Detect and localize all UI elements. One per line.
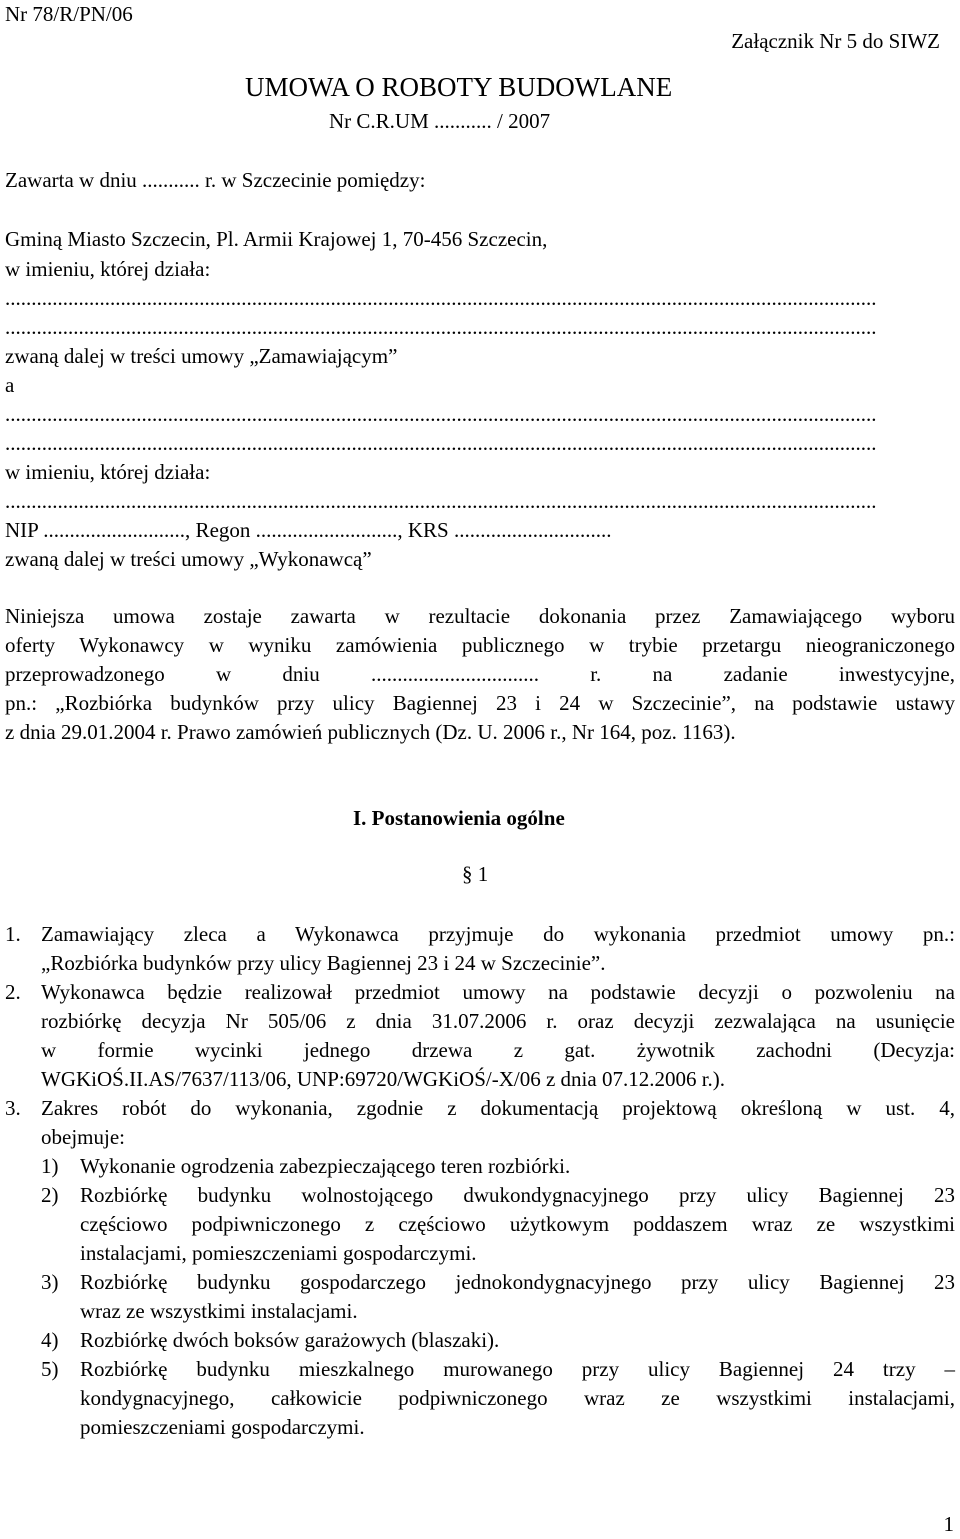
clause-line: obejmuje: <box>41 1125 125 1149</box>
clause-number: 2. <box>5 980 21 1004</box>
client-label-line: zwaną dalej w treści umowy „Zamawiającym” <box>5 344 398 368</box>
blank-line: ...................................................................................................................................................................... <box>5 489 877 513</box>
intro-line: Niniejsza umowa zostaje zawarta w rezultacie dokonania przez Zamawiającego wyboru <box>5 604 955 628</box>
blank-line: ...................................................................................................................................................................... <box>5 286 877 310</box>
scope-item-line: pomieszczeniami gospodarczymi. <box>80 1415 365 1439</box>
section-heading: I. Postanowienia ogólne <box>353 806 565 830</box>
clause-line: Zakres robót do wykonania, zgodnie z dokumentacją projektową określoną w ust. 4, <box>41 1096 955 1120</box>
scope-item-line: Rozbiórkę budynku mieszkalnego murowanego przy ulicy Bagiennej 24 trzy – <box>80 1357 955 1381</box>
identifiers-line: NIP ..........................., Regon ..........................., KRS .............................. <box>5 518 612 542</box>
intro-line: z dnia 29.01.2004 r. Prawo zamówień publicznych (Dz. U. 2006 r., Nr 164, poz. 1163). <box>5 720 736 744</box>
municipality-line: Gminą Miasto Szczecin, Pl. Armii Krajowej 1, 70-456 Szczecin, <box>5 227 548 251</box>
document-number: Nr 78/R/PN/06 <box>5 2 133 26</box>
clause-line: „Rozbiórka budynków przy ulicy Bagiennej 23 i 24 w Szczecinie”. <box>41 951 606 975</box>
scope-item-line: instalacjami, pomieszczeniami gospodarczymi. <box>80 1241 477 1265</box>
represented-by-line: w imieniu, której działa: <box>5 460 211 484</box>
intro-line: pn.: „Rozbiórka budynków przy ulicy Bagiennej 23 i 24 w Szczecinie”, na podstawie ustawy <box>5 691 955 715</box>
contract-number: Nr C.R.UM ........... / 2007 <box>329 109 551 133</box>
blank-line: ...................................................................................................................................................................... <box>5 431 877 455</box>
clause-number: 3. <box>5 1096 21 1120</box>
scope-item-line: Rozbiórkę budynku gospodarczego jednokondygnacyjnego przy ulicy Bagiennej 23 <box>80 1270 955 1294</box>
blank-line: ...................................................................................................................................................................... <box>5 315 877 339</box>
scope-item-number: 1) <box>41 1154 59 1178</box>
scope-item-line: Wykonanie ogrodzenia zabezpieczającego teren rozbiórki. <box>80 1154 571 1178</box>
scope-item-line: Rozbiórkę budynku wolnostojącego dwukondygnacyjnego przy ulicy Bagiennej 23 <box>80 1183 955 1207</box>
contractor-label-line: zwaną dalej w treści umowy „Wykonawcą” <box>5 547 372 571</box>
blank-line: ...................................................................................................................................................................... <box>5 402 877 426</box>
attachment-label: Załącznik Nr 5 do SIWZ <box>731 29 940 53</box>
clause-line: Zamawiający zleca a Wykonawca przyjmuje do wykonania przedmiot umowy pn.: <box>41 922 955 946</box>
scope-item-number: 5) <box>41 1357 59 1381</box>
page-number: 1 <box>943 1512 954 1536</box>
intro-line: oferty Wykonawcy w wyniku zamówienia publicznego w trybie przetargu nieograniczonego <box>5 633 955 657</box>
scope-item-line: Rozbiórkę dwóch boksów garażowych (blaszaki). <box>80 1328 500 1352</box>
intro-line: przeprowadzonego w dniu ................................ r. na zadanie inwestycyjne, <box>5 662 955 686</box>
clause-line: rozbiórkę decyzja Nr 505/06 z dnia 31.07.2006 r. oraz decyzji zezwalająca na usunięcie <box>41 1009 955 1033</box>
scope-item-number: 4) <box>41 1328 59 1352</box>
scope-item-number: 2) <box>41 1183 59 1207</box>
paragraph-mark: § 1 <box>462 862 489 886</box>
clause-number: 1. <box>5 922 21 946</box>
scope-item-line: częściowo podpiwniczonego z częściowo użytkowym poddaszem wraz ze wszystkimi <box>80 1212 955 1236</box>
scope-item-line: kondygnacyjnego, całkowicie podpiwniczonego wraz ze wszystkimi instalacjami, <box>80 1386 955 1410</box>
clause-line: WGKiOŚ.II.AS/7637/113/06, UNP:69720/WGKiOŚ/-X/06 z dnia 07.12.2006 r.). <box>41 1067 726 1091</box>
represented-by-line: w imieniu, której działa: <box>5 257 211 281</box>
clause-line: Wykonawca będzie realizował przedmiot umowy na podstawie decyzji o pozwoleniu na <box>41 980 955 1004</box>
concluded-line: Zawarta w dniu ........... r. w Szczecinie pomiędzy: <box>5 168 426 192</box>
and-line: a <box>5 373 15 397</box>
scope-item-line: wraz ze wszystkimi instalacjami. <box>80 1299 358 1323</box>
clause-line: w formie wycinki jednego drzewa z gat. żywotnik zachodni (Decyzja: <box>41 1038 955 1062</box>
scope-item-number: 3) <box>41 1270 59 1294</box>
document-title: UMOWA O ROBOTY BUDOWLANE <box>245 72 673 102</box>
